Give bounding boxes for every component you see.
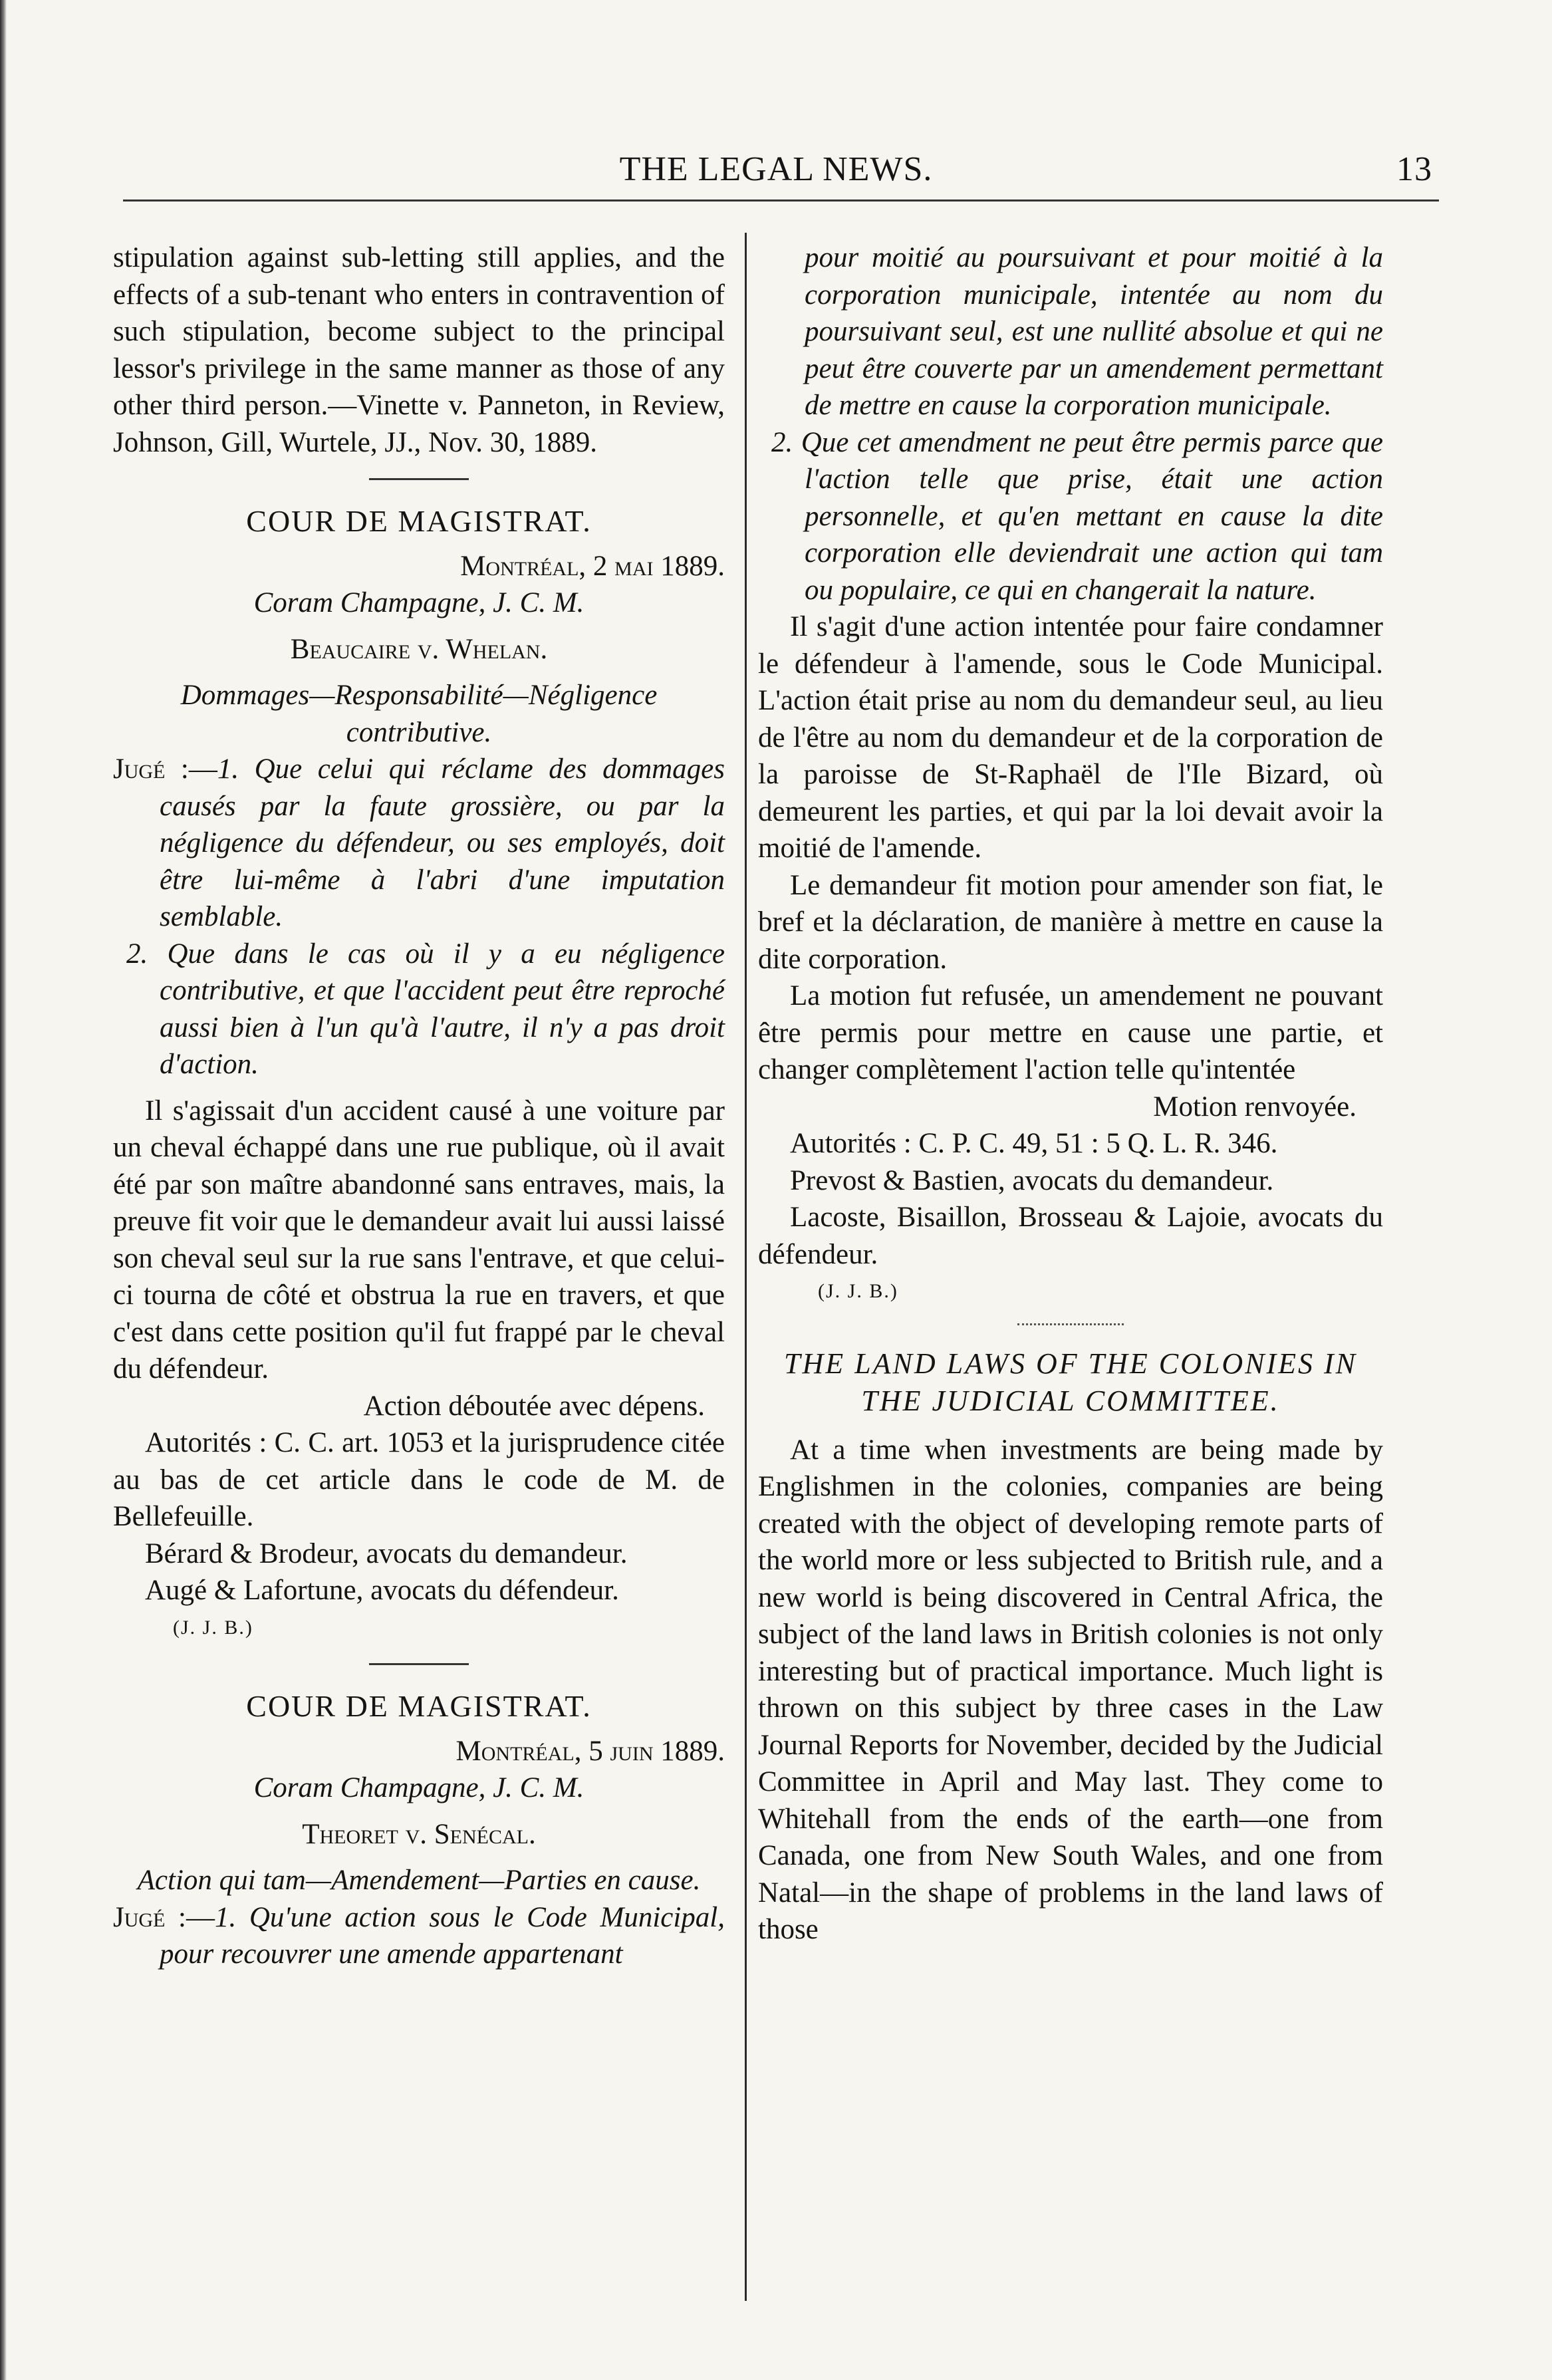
counsel-plaintiff: Bérard & Brodeur, avocats du demandeur. [145, 1537, 628, 1569]
ruling-point-1 [113, 1899, 725, 1973]
ruling-point-1-text: 1. Qu'une action sous le Code Municipal, pour recouvrer une amende appartenant [160, 1901, 725, 1970]
case-body: Le demandeur fit motion pour amender son fiat, le bref et la déclaration, de manière à mettre en cause la dite corporation. [758, 869, 1383, 975]
case-parties: Theoret v. Senécal. [302, 1818, 536, 1850]
section-rule [1017, 1323, 1124, 1325]
reporter-signature: (J. J. B.) [173, 1616, 253, 1639]
place-date: Montréal, 2 mai 1889. [460, 550, 725, 582]
ruling-point-1-text: 1. Que celui qui réclame des dommages causés par la faute grossière, ou par la négligence du défendeur, ou ses employés, doit être lui-même à l'abri d'une imputation semblable. [160, 753, 725, 932]
section-rule [369, 1663, 469, 1665]
ruling-point-1 [113, 751, 725, 936]
counsel-defendant: Lacoste, Bisaillon, Brosseau & Lajoie, avocats du défendeur. [758, 1202, 1383, 1270]
court-heading: COUR DE MAGISTRAT. [246, 1689, 592, 1723]
right-column [758, 239, 1383, 1948]
case-parties: Beaucaire v. Whelan. [290, 633, 548, 665]
journal-title: THE LEGAL NEWS. [619, 150, 933, 188]
case-authorities: Autorités : C. C. art. 1053 et la jurisprudence citée au bas de cet article dans le code de M. de Bellefeuille. [113, 1427, 725, 1532]
case-body: La motion fut refusée, un amendement ne pouvant être permis pour mettre en cause une partie, et changer complètement l'action telle qu'intentée [758, 980, 1383, 1085]
case-subject: Action qui tam—Amendement—Parties en cause. [137, 1865, 701, 1896]
counsel-plaintiff: Prevost & Bastien, avocats du demandeur. [790, 1164, 1274, 1196]
left-column [113, 239, 725, 1973]
juge-label: Jugé :— [113, 1901, 215, 1933]
case-subject: Dommages—Responsabilité—Négligence contributive. [180, 680, 658, 748]
intro-paragraph: stipulation against sub-letting still applies, and the effects of a sub-tenant who enters in contravention of such stipulation, become subject to the principal lessor's privilege in the same manner as those of any other third person.—Vinette v. Panneton, in Review, Johnson, Gill, Wurtele, JJ., Nov. 30, 1889. [113, 242, 725, 458]
case-result: Motion renvoyée. [1153, 1091, 1357, 1123]
column-divider [745, 233, 747, 2301]
page-number: 13 [1396, 150, 1432, 188]
place-date: Montréal, 5 juin 1889. [455, 1735, 725, 1767]
case-authorities: Autorités : C. P. C. 49, 51 : 5 Q. L. R. 346. [790, 1128, 1278, 1159]
case-result: Action déboutée avec dépens. [363, 1390, 705, 1422]
juge-label: Jugé :— [113, 753, 217, 785]
counsel-defendant: Augé & Lafortune, avocats du défendeur. [145, 1575, 619, 1606]
reporter-signature: (J. J. B.) [818, 1280, 898, 1302]
running-header [120, 150, 1432, 203]
header-rule [123, 199, 1439, 201]
ruling-point-1-continued: pour moitié au poursuivant et pour moitié à la corporation municipale, intentée au nom du poursuivant seul, est une nullité absolue et qui ne peut être couverte par un amendement permettant de mettre en cause la corporation municipale. [805, 242, 1383, 421]
section-rule [369, 478, 469, 480]
ruling-point-2: 2. Que dans le cas où il y a eu négligence contributive, et que l'accident peut être reproché aussi bien à l'un qu'à l'autre, il n'y a pas droit d'action. [126, 938, 725, 1080]
court-heading: COUR DE MAGISTRAT. [246, 504, 592, 538]
ruling-point-2: 2. Que cet amendment ne peut être permis parce que l'action telle que prise, était une action personnelle, et qu'en mettant en cause la dite corporation elle deviendrait une action qui tam ou populaire, ce qui en changerait la nature. [771, 426, 1383, 606]
coram-line: Coram Champagne, J. C. M. [253, 1772, 584, 1803]
page-binding-edge [0, 0, 7, 2380]
coram-line: Coram Champagne, J. C. M. [253, 587, 584, 618]
article-body: At a time when investments are being made by Englishmen in the colonies, companies are being created with the object of developing remote parts of the world more or less subjected to British rule, and a new world is being discovered in Central Africa, the subject of the land laws in British colonies is not only interesting but of practical importance. Much light is thrown on this subject by three cases in the Law Journal Reports for November, decided by the Judicial Committee in April and May last. They come to Whitehall from the ends of the earth—one from Canada, one from New South Wales, and one from Natal—in the shape of problems in the land laws of those [758, 1434, 1383, 1945]
case-body: Il s'agit d'une action intentée pour faire condamner le défendeur à l'amende, sous le Code Municipal. L'action était prise au nom du demandeur seul, au lieu de l'être au nom du demandeur et de la corporation de la paroisse de St-Raphaël de l'Ile Bizard, où demeurent les parties, et qui par la loi devait avoir la moitié de l'amende. [758, 611, 1383, 864]
case-body: Il s'agissait d'un accident causé à une voiture par un cheval échappé dans une rue publique, où il avait été par son maître abandonné sans entraves, mais, la preuve fit voir que le demandeur avait lui aussi laissé son cheval seul sur la rue sans l'entrave, et que celui-ci tourna de côté et obstrua la rue en travers, et que c'est dans cette position qu'il fut frappé par le cheval du défendeur. [113, 1095, 725, 1385]
article-title: THE LAND LAWS OF THE COLONIES IN THE JUDICIAL COMMITTEE. [784, 1347, 1357, 1417]
